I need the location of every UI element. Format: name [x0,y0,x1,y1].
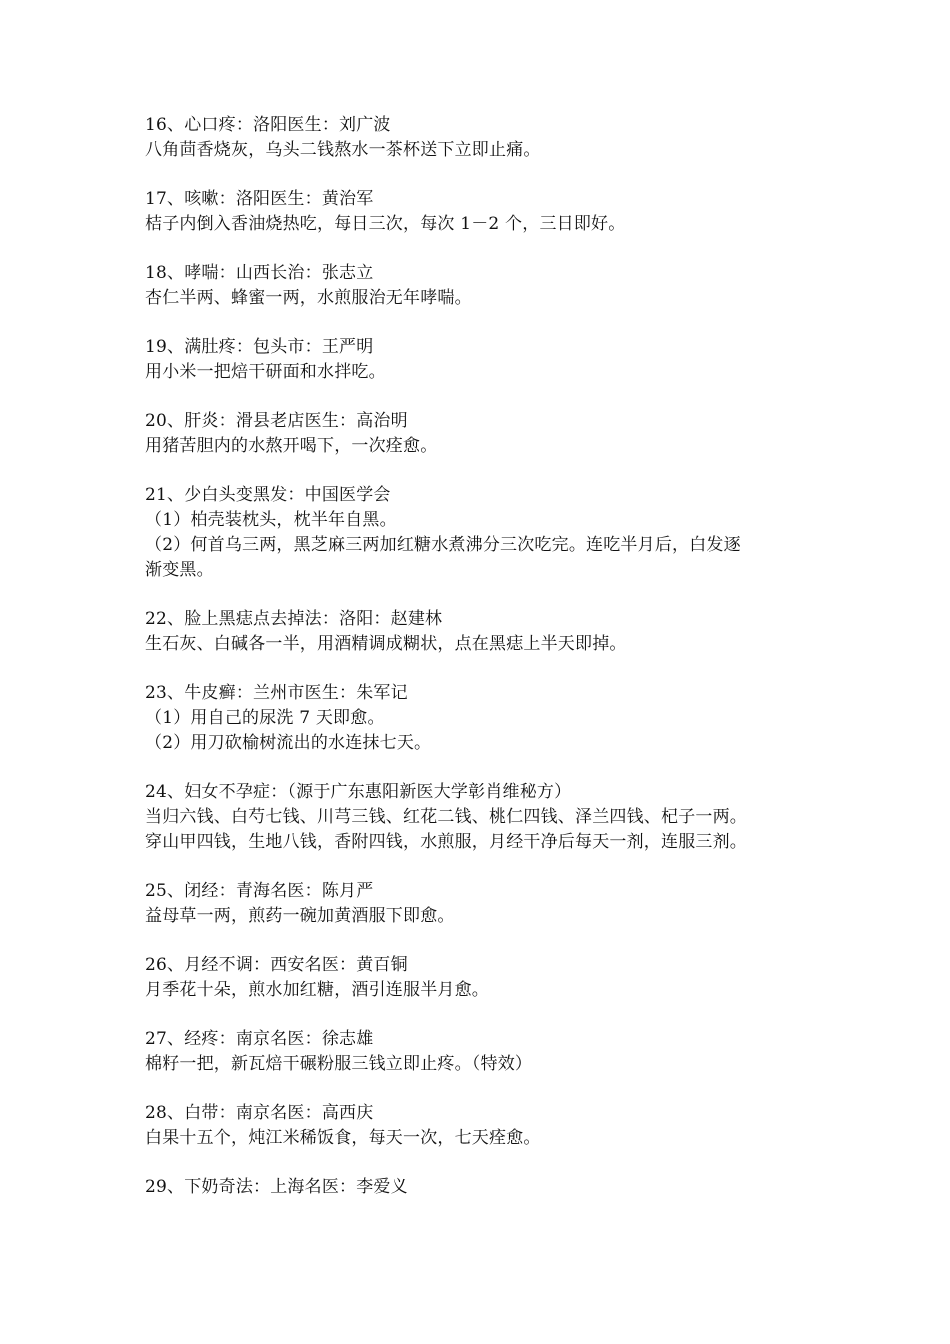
entry-heading: 21、少白头变黑发：中国医学会 [145,485,391,505]
entry-text: 用猪苦胆内的水熬开喝下，一次痊愈。 [145,436,438,456]
entry-text: （1）柏壳装枕头，枕半年自黑。 [145,510,397,530]
entry-text: （2）何首乌三两，黑芝麻三两加红糖水煮沸分三次吃完。连吃半月后，白发逐 [145,535,741,555]
entry-heading: 26、月经不调：西安名医：黄百铜 [145,955,408,975]
remedy-entry-20 [145,409,825,459]
entry-heading: 25、闭经：青海名医：陈月严 [145,881,374,901]
remedy-entry-16 [145,113,825,163]
entry-text: （1）用自己的尿洗 7 天即愈。 [145,708,385,728]
entry-heading: 23、牛皮癣：兰州市医生：朱军记 [145,683,408,703]
entry-text: 生石灰、白碱各一半，用酒精调成糊状，点在黑痣上半天即掉。 [145,634,627,654]
entry-heading: 28、白带：南京名医：高西庆 [145,1103,374,1123]
entry-text: 棉籽一把，新瓦焙干碾粉服三钱立即止疼。（特效） [145,1054,533,1074]
entry-heading: 19、满肚疼：包头市：王严明 [145,337,374,357]
entry-text: 月季花十朵，煎水加红糖，酒引连服半月愈。 [145,980,489,1000]
document-page [145,113,825,1224]
entry-text: 渐变黑。 [145,560,214,580]
entry-text: 杏仁半两、蜂蜜一两，水煎服治无年哮喘。 [145,288,472,308]
entry-text: 桔子内倒入香油烧热吃，每日三次，每次 1－2 个，三日即好。 [145,214,626,234]
entry-text: 八角茴香烧灰，乌头二钱熬水一茶杯送下立即止痛。 [145,140,541,160]
remedy-entry-26 [145,953,825,1003]
entry-text: 穿山甲四钱，生地八钱，香附四钱，水煎服，月经干净后每天一剂，连服三剂。 [145,832,747,852]
remedy-entry-21 [145,483,825,583]
remedy-entry-25 [145,879,825,929]
entry-heading: 24、妇女不孕症：（源于广东惠阳新医大学彰肖维秘方） [145,782,572,802]
entry-text: 当归六钱、白芍七钱、川芎三钱、红花二钱、桃仁四钱、泽兰四钱、杞子一两。 [145,807,747,827]
entry-heading: 20、肝炎：滑县老店医生：高治明 [145,411,408,431]
entry-heading: 17、咳嗽：洛阳医生：黄治军 [145,189,374,209]
remedy-entry-22 [145,607,825,657]
entry-text: 白果十五个，炖江米稀饭食，每天一次，七天痊愈。 [145,1128,541,1148]
remedy-entry-27 [145,1027,825,1077]
entry-text: 用小米一把焙干研面和水拌吃。 [145,362,386,382]
remedy-entry-24 [145,780,825,855]
entry-heading: 18、哮喘：山西长治：张志立 [145,263,374,283]
remedy-entry-17 [145,187,825,237]
entry-heading: 16、心口疼：洛阳医生：刘广波 [145,115,391,135]
entry-heading: 27、经疼：南京名医：徐志雄 [145,1029,374,1049]
remedy-entry-28 [145,1101,825,1151]
remedy-entry-29 [145,1175,825,1200]
remedy-entry-18 [145,261,825,311]
remedy-entry-23 [145,681,825,756]
entry-text: （2）用刀砍榆树流出的水连抹七天。 [145,733,432,753]
remedy-entry-19 [145,335,825,385]
entry-heading: 29、下奶奇法：上海名医：李爱义 [145,1177,408,1197]
entry-text: 益母草一两，煎药一碗加黄酒服下即愈。 [145,906,455,926]
entry-heading: 22、脸上黑痣点去掉法：洛阳：赵建林 [145,609,443,629]
